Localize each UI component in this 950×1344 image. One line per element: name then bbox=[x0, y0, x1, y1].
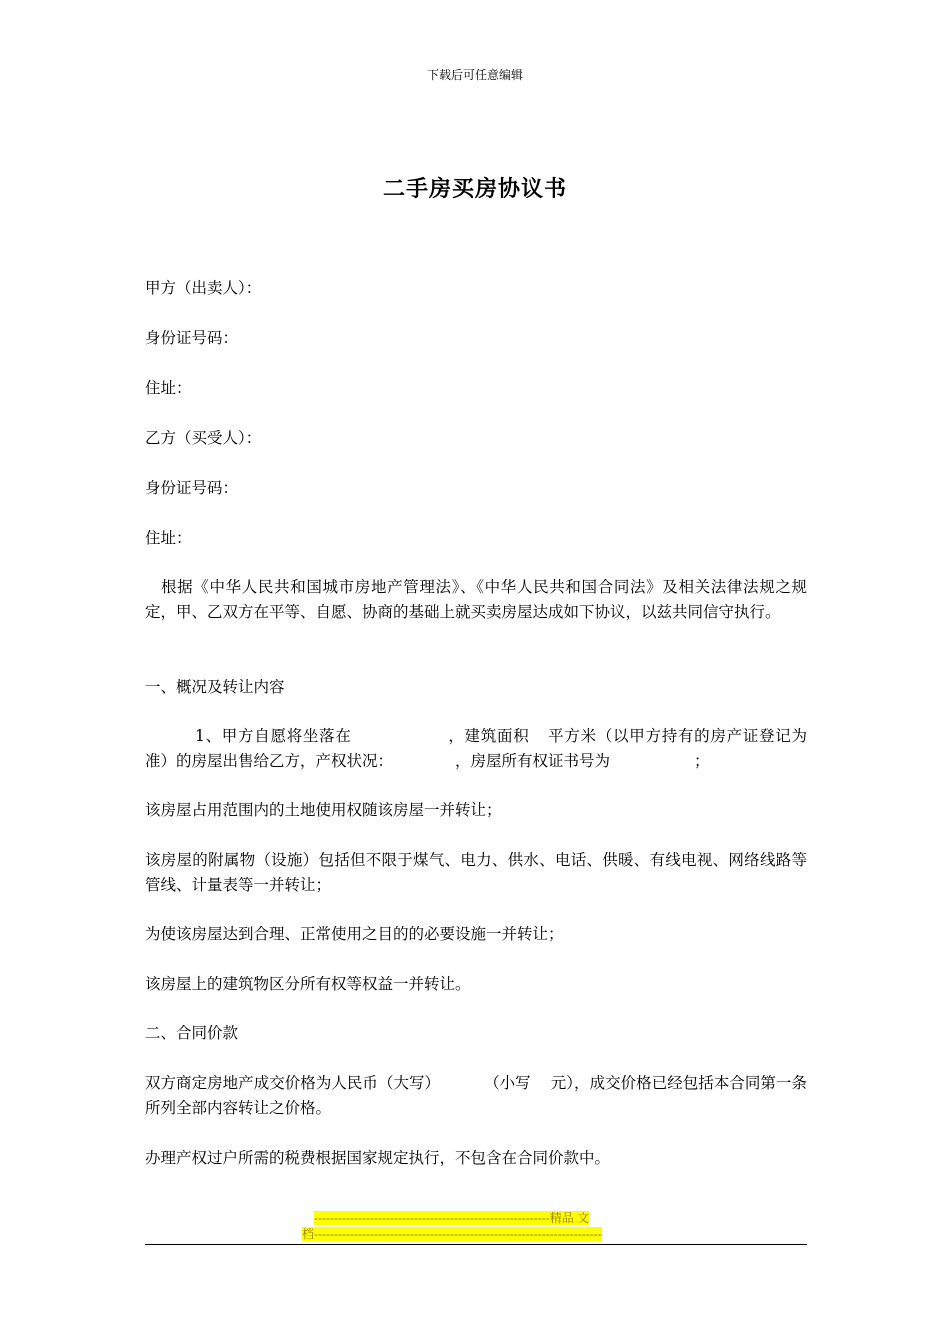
party-a-address-label: 住址： bbox=[145, 379, 192, 397]
footer-row1: -----------------------------------------------------------精品 文 bbox=[314, 1211, 590, 1225]
party-a-id-label: 身份证号码： bbox=[145, 329, 239, 347]
item1-part-d: ，房屋所有权证书号为 bbox=[455, 752, 611, 770]
footer-watermark bbox=[302, 1210, 648, 1242]
tax-clause: 办理产权过户所需的税费根据国家规定执行，不包含在合同价款中。 bbox=[145, 1149, 611, 1167]
item1-part-b: ，建筑面积 bbox=[447, 727, 530, 745]
section2-heading: 二、合同价款 bbox=[145, 1024, 239, 1042]
item1-part-e: ； bbox=[694, 752, 710, 770]
party-a-label: 甲方（出卖人）： bbox=[145, 279, 262, 297]
party-b-label: 乙方（买受人）： bbox=[145, 429, 262, 447]
ownership-clause: 该房屋上的建筑物区分所有权等权益一并转让。 bbox=[145, 975, 471, 993]
section1-item1 bbox=[145, 724, 807, 774]
facilities-clause: 为使该房屋达到合理、正常使用之目的的必要设施一并转让； bbox=[145, 925, 564, 943]
preamble-paragraph: 根据《中华人民共和国城市房地产管理法》、《中华人民共和国合同法》及相关法律法规之规定，甲、乙双方在平等、自愿、协商的基础上就买卖房屋达成如下协议，以兹共同信守执行。 bbox=[145, 578, 807, 621]
page-title: 二手房买房协议书 bbox=[382, 177, 567, 202]
price-part-c: 元），成交价格已经包括本合同第一条所列全部内容转让之价格。 bbox=[145, 1074, 807, 1117]
price-part-a: 双方商定房地产成交价格为人民币（大写） bbox=[145, 1074, 441, 1092]
land-use-clause: 该房屋占用范围内的土地使用权随该房屋一并转让； bbox=[145, 801, 502, 819]
footer-row2: 档------------------------------------------------------------------------ bbox=[302, 1227, 602, 1241]
item1-part-a: 1、甲方自愿将坐落在 bbox=[195, 727, 352, 745]
party-b-id-label: 身份证号码： bbox=[145, 479, 239, 497]
footer-divider bbox=[145, 1244, 807, 1245]
item1-part-c: 平方米（以甲方持有的房产证登记为准）的房屋出售给乙方，产权状况： bbox=[145, 727, 807, 770]
price-part-b: （小写 bbox=[484, 1074, 531, 1092]
party-b-address-label: 住址： bbox=[145, 529, 192, 547]
price-clause bbox=[145, 1071, 807, 1121]
fixtures-clause: 该房屋的附属物（设施）包括但不限于煤气、电力、供水、电话、供暖、有线电视、网络线路等管线、计量表等一并转让； bbox=[145, 851, 807, 894]
header-note: 下载后可任意编辑 bbox=[426, 68, 523, 82]
section1-heading: 一、概况及转让内容 bbox=[145, 678, 285, 696]
